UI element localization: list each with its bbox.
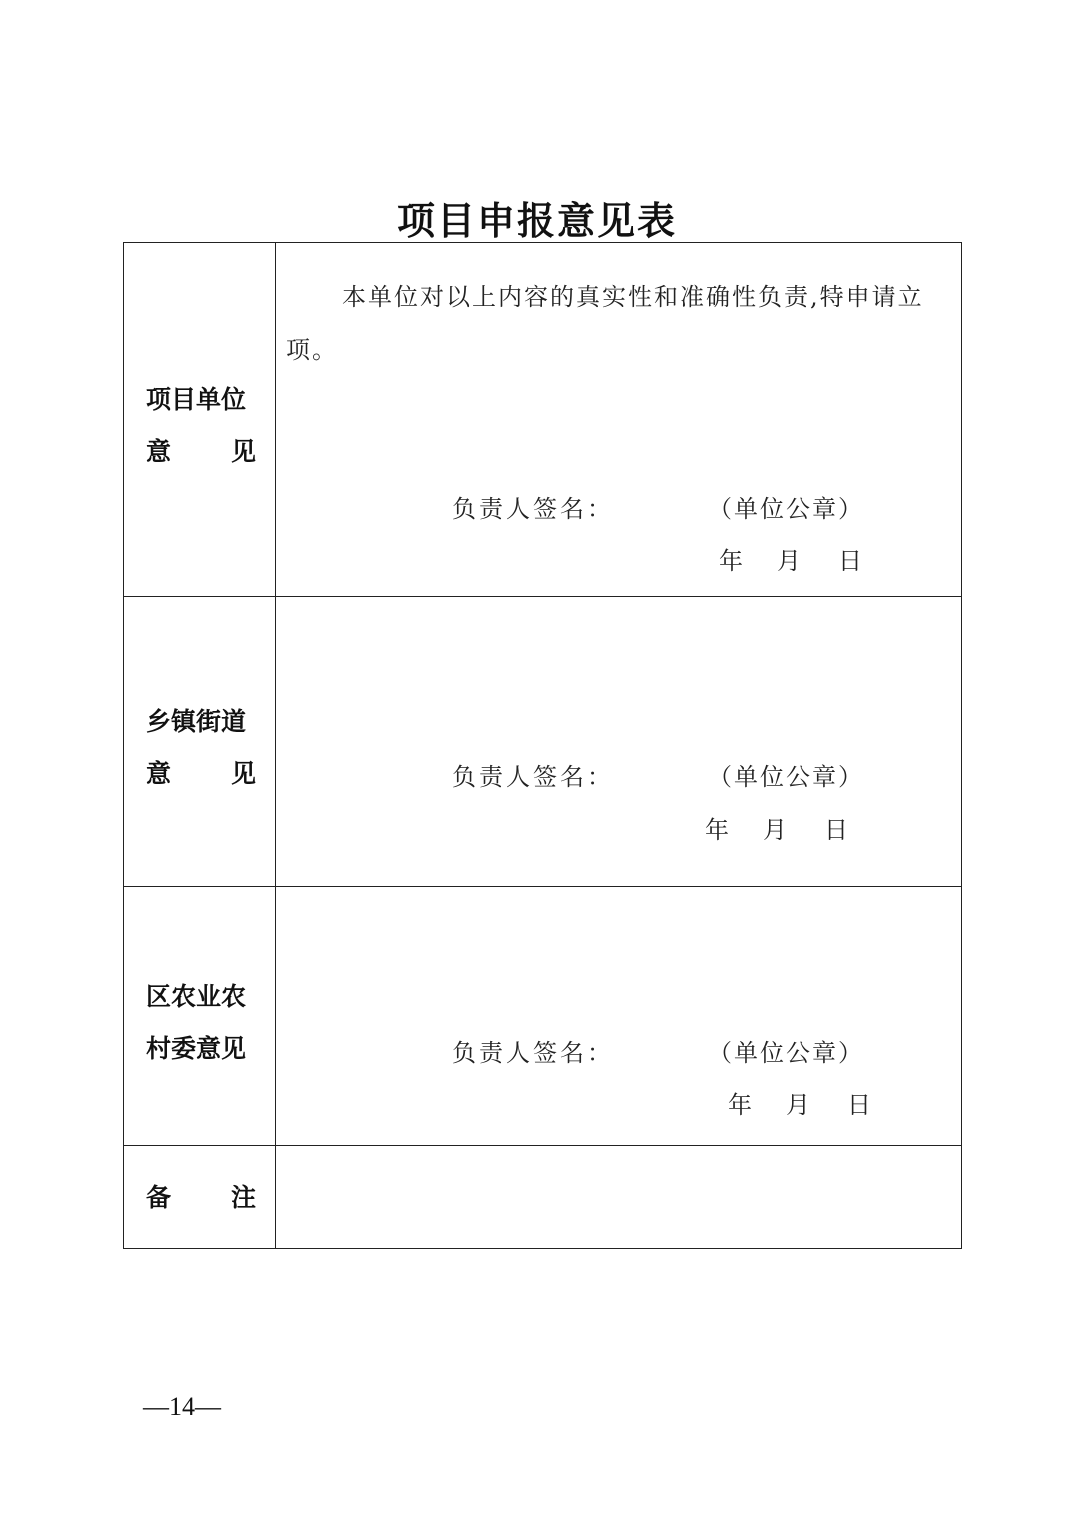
form-title: 项目申报意见表 xyxy=(396,198,677,243)
label-char: 见 xyxy=(230,437,256,466)
signature-label: 负责人签名： xyxy=(452,495,614,523)
date-year: 年 xyxy=(719,547,743,575)
seal-label: （单位公章） xyxy=(708,763,864,791)
opinion-cell[interactable] xyxy=(276,887,962,1146)
date-year: 年 xyxy=(728,1091,752,1119)
label-char: 意 xyxy=(146,759,172,788)
label-line: 村委意见 xyxy=(146,1034,247,1063)
date-day: 日 xyxy=(838,547,862,575)
statement-text: 本单位对以上内容的真实性和准确性负责,特申请立项。 xyxy=(286,283,924,364)
table-row xyxy=(124,597,962,887)
opinion-cell[interactable] xyxy=(276,243,962,597)
date-day: 日 xyxy=(847,1091,871,1119)
opinion-table xyxy=(123,242,962,1249)
page-number: —14— xyxy=(143,1392,221,1421)
row-label xyxy=(146,374,256,478)
row-label xyxy=(146,971,256,1075)
row-label-cell xyxy=(124,887,276,1146)
table-row xyxy=(124,887,962,1146)
date-day: 日 xyxy=(824,816,848,844)
table-row xyxy=(124,1146,962,1249)
label-line: 项目单位 xyxy=(146,385,247,414)
label-line: 区农业农 xyxy=(146,982,247,1011)
signature-label: 负责人签名： xyxy=(452,763,614,791)
row-label xyxy=(146,696,256,800)
label-line xyxy=(146,1172,256,1224)
remarks-cell[interactable] xyxy=(276,1146,962,1249)
opinion-cell[interactable] xyxy=(276,597,962,887)
row-label xyxy=(146,1172,256,1224)
label-char: 见 xyxy=(230,759,256,788)
label-line xyxy=(146,748,256,800)
row-label-cell xyxy=(124,597,276,887)
label-char: 注 xyxy=(230,1183,256,1212)
date-year: 年 xyxy=(705,816,729,844)
row-label-cell xyxy=(124,243,276,597)
label-char: 意 xyxy=(146,437,172,466)
date-month: 月 xyxy=(786,1091,810,1119)
date-month: 月 xyxy=(777,547,801,575)
signature-label: 负责人签名： xyxy=(452,1039,614,1067)
label-char: 备 xyxy=(146,1183,172,1212)
label-line xyxy=(146,426,256,478)
table-row xyxy=(124,243,962,597)
seal-label: （单位公章） xyxy=(708,1039,864,1067)
date-month: 月 xyxy=(763,816,787,844)
label-line: 乡镇街道 xyxy=(146,707,247,736)
row-label-cell xyxy=(124,1146,276,1249)
seal-label: （单位公章） xyxy=(708,495,864,523)
